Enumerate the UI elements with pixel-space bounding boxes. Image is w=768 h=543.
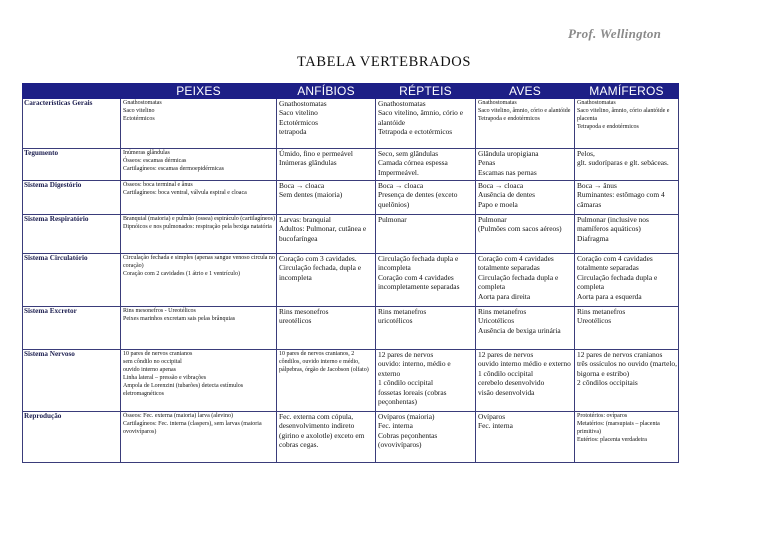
cell-peixes bbox=[121, 215, 277, 254]
table-row bbox=[23, 99, 679, 149]
cell-line: Coração com 4 cavidades totalmente separadas bbox=[577, 254, 653, 273]
cell-line: Cartilagíneos: Fec. interna (claspers), sem larvas (maioria ovovivíparos) bbox=[123, 421, 262, 435]
cell-line: Fec. externa com cópula, desenvolvimento indireto (girino e axolotle) exceto em cobras cegas. bbox=[279, 412, 365, 450]
table-row bbox=[23, 307, 679, 350]
cell-line: três ossículos no ouvido (martelo, bigorna e estribo) bbox=[577, 359, 677, 378]
cell-line: Ósseos: boca terminal e ânus bbox=[123, 182, 193, 188]
cell-anfibios bbox=[277, 149, 376, 181]
cell-mamiferos bbox=[575, 99, 679, 149]
cell-line: Pelos, bbox=[577, 149, 595, 158]
cell-line: Ureotélicos bbox=[577, 316, 612, 326]
cell-line: Prototérios: ovíparos bbox=[577, 413, 628, 419]
cell-line: Aorta para a esquerda bbox=[577, 291, 642, 301]
cell-line: ouvido: interno, médio e externo bbox=[378, 359, 451, 378]
row-header: Sistema Excretor bbox=[23, 307, 121, 350]
cell-repteis bbox=[376, 307, 476, 350]
cell-mamiferos bbox=[575, 215, 679, 254]
cell-line: 12 pares de nervos bbox=[478, 350, 534, 359]
cell-line: Gnathostomatas bbox=[478, 100, 517, 106]
cell-line: Eutérios: placenta verdadeira bbox=[577, 437, 647, 443]
cell-line: Pulmonar (inclusive nos mamíferos aquáticos) bbox=[577, 215, 649, 234]
cell-anfibios bbox=[277, 99, 376, 149]
cell-line: Ósseos: escamas dérmicas bbox=[123, 158, 187, 164]
cell-line: 12 pares de nervos cranianos bbox=[577, 350, 663, 359]
cell-line: sem côndilo no occipital bbox=[123, 359, 182, 365]
cell-line: Uricotélicos bbox=[478, 316, 515, 326]
cell-line: Inúmeras glândulas bbox=[279, 158, 337, 168]
cell-repteis bbox=[376, 350, 476, 412]
cell-anfibios bbox=[277, 254, 376, 307]
cell-line: Circulação fechada dupla e completa bbox=[478, 272, 559, 292]
cell-line: Boca → cloaca bbox=[279, 181, 325, 190]
cell-line: Ampola de Lorenzini (tubarões) detecta estímulos eletromagnéticos bbox=[123, 383, 244, 397]
cell-anfibios bbox=[277, 412, 376, 463]
cell-aves bbox=[476, 181, 575, 215]
cell-repteis bbox=[376, 149, 476, 181]
cell-line: ouvido interno médio e externo bbox=[478, 359, 571, 369]
row-header: Sistema Digestório bbox=[23, 181, 121, 215]
cell-line: Boca → ânus bbox=[577, 181, 617, 190]
cell-line: Coração com 3 cavidades. bbox=[279, 254, 357, 263]
cell-line: uricotélicos bbox=[378, 316, 413, 326]
cell-line: Gnathostomatas bbox=[577, 100, 616, 106]
cell-line: Camada córnea espessa bbox=[378, 158, 448, 168]
cell-line: Metatérios: (marsupiais – placenta primitiva) bbox=[577, 421, 660, 435]
cell-line: Presença de dentes (exceto quelônios) bbox=[378, 190, 458, 209]
cell-line: Rins mesonefros - Ureotélicos bbox=[123, 308, 196, 314]
cell-line: Cartilagíneos: escamas dermoepidérmicas bbox=[123, 166, 224, 172]
row-header: Reprodução bbox=[23, 412, 121, 463]
cell-line: Pulmonar bbox=[478, 215, 507, 224]
cell-line: Adultos: Pulmonar, cutânea e bucofaríngea bbox=[279, 224, 367, 243]
cell-peixes bbox=[121, 149, 277, 181]
cell-line: Circulação fechada, dupla e incompleta bbox=[279, 263, 362, 282]
cell-line: 2 côndilos occipitais bbox=[577, 378, 638, 388]
cell-peixes bbox=[121, 99, 277, 149]
cell-line: Coração com 4 cavidades totalmente separadas bbox=[478, 254, 554, 273]
row-header: Sistema Nervoso bbox=[23, 350, 121, 412]
cell-line: Fec. interna bbox=[478, 421, 513, 431]
cell-line: Linha lateral – pressão e vibrações bbox=[123, 375, 207, 381]
cell-mamiferos bbox=[575, 412, 679, 463]
header-aves: AVES bbox=[476, 84, 575, 99]
cell-line: Impermeável. bbox=[378, 167, 419, 177]
cell-line: 1 côndilo occipital bbox=[478, 368, 534, 378]
cell-peixes bbox=[121, 412, 277, 463]
cell-aves bbox=[476, 215, 575, 254]
cell-line: ouvido interno apenas bbox=[123, 367, 176, 373]
cell-aves bbox=[476, 350, 575, 412]
cell-anfibios bbox=[277, 215, 376, 254]
cell-line: Rins metanefros bbox=[577, 307, 626, 316]
header-mamiferos: MAMÍFEROS bbox=[575, 84, 679, 99]
cell-mamiferos bbox=[575, 254, 679, 307]
header-blank bbox=[23, 84, 121, 99]
cell-line: Cartilagíneos: boca ventral, válvula espiral e cloaca bbox=[123, 190, 247, 196]
cell-mamiferos bbox=[575, 149, 679, 181]
header-peixes: PEIXES bbox=[121, 84, 277, 99]
cell-line: Ausência de dentes bbox=[478, 190, 536, 200]
cell-line: Tetrapoda e endotérmicos bbox=[478, 116, 540, 122]
table-row bbox=[23, 181, 679, 215]
cell-line: 1 côndilo occipital bbox=[378, 378, 434, 388]
row-header: Sistema Respiratório bbox=[23, 215, 121, 254]
cell-peixes bbox=[121, 181, 277, 215]
cell-line: glt. sudoríparas e glt. sebáceas. bbox=[577, 158, 669, 168]
cell-mamiferos bbox=[575, 181, 679, 215]
header-anfibios: ANFÍBIOS bbox=[277, 84, 376, 99]
cell-line: Escamas nas pernas bbox=[478, 167, 537, 177]
cell-line: Ruminantes: estômago com 4 câmaras bbox=[577, 190, 665, 209]
cell-aves bbox=[476, 307, 575, 350]
table-row bbox=[23, 350, 679, 412]
cell-repteis bbox=[376, 99, 476, 149]
cell-line: Pulmonar bbox=[378, 215, 407, 224]
cell-line: Glândula uropigiana bbox=[478, 149, 539, 158]
cell-anfibios bbox=[277, 181, 376, 215]
cell-line: Dipnóicos e nos pulmonados: respiração pela bexiga natatória bbox=[123, 224, 272, 230]
cell-line: Gnathostomatas bbox=[279, 99, 327, 108]
cell-line: visão desenvolvida bbox=[478, 387, 535, 397]
cell-line: Tetrapoda e endotérmicos bbox=[577, 124, 639, 130]
cell-line: 12 pares de nervos bbox=[378, 350, 434, 359]
cell-aves bbox=[476, 149, 575, 181]
cell-line: Larvas: branquial bbox=[279, 215, 331, 224]
cell-line: Seco, sem glândulas bbox=[378, 149, 439, 158]
cell-line: (Pulmões com sacos aéreos) bbox=[478, 224, 562, 234]
cell-line: Ectotérmicos bbox=[279, 117, 318, 127]
cell-line: Sem dentes (maioria) bbox=[279, 190, 343, 200]
cell-line: Cobras peçonhentas (ovovivíparos) bbox=[378, 430, 438, 450]
cell-line: Circulação fechada e simples (apenas sangue venoso circula no coração) bbox=[123, 255, 275, 269]
header-row bbox=[23, 84, 679, 99]
cell-repteis bbox=[376, 412, 476, 463]
row-header: Características Gerais bbox=[23, 99, 121, 149]
cell-line: Saco vitelino, âmnio, cório e alantóide bbox=[478, 108, 571, 114]
cell-line: Úmido, fino e permeável bbox=[279, 149, 353, 158]
cell-line: Ósseos: Fec. externa (maioria) larva (alevino) bbox=[123, 413, 233, 419]
cell-line: Rins metanefros bbox=[378, 307, 427, 316]
cell-aves bbox=[476, 254, 575, 307]
table-row bbox=[23, 412, 679, 463]
cell-peixes bbox=[121, 307, 277, 350]
cell-aves bbox=[476, 99, 575, 149]
table-row bbox=[23, 254, 679, 307]
cell-line: Gnathostomatas bbox=[123, 100, 162, 106]
cell-line: Boca → cloaca bbox=[378, 181, 424, 190]
cell-line: Ovíparos bbox=[478, 412, 506, 421]
cell-line: Diafragma bbox=[577, 233, 609, 243]
cell-repteis bbox=[376, 254, 476, 307]
cell-mamiferos bbox=[575, 307, 679, 350]
cell-line: Ectotérmicos bbox=[123, 116, 155, 122]
author-watermark: Prof. Wellington bbox=[568, 26, 662, 41]
row-header: Tegumento bbox=[23, 149, 121, 181]
cell-line: Saco vitelino, âmnio, cório alantóide e placenta bbox=[577, 108, 670, 122]
table-row bbox=[23, 149, 679, 181]
page-title: TABELA VERTEBRADOS bbox=[296, 54, 472, 70]
table-row bbox=[23, 215, 679, 254]
cell-line: Penas bbox=[478, 158, 496, 168]
cell-aves bbox=[476, 412, 575, 463]
cell-peixes bbox=[121, 254, 277, 307]
cell-line: Peixes marinhos excretam sais pelas brânquias bbox=[123, 316, 236, 322]
cell-line: Saco vitelino, âmnio, cório e alantóide bbox=[378, 108, 463, 127]
cell-line: tetrapoda bbox=[279, 127, 307, 137]
cell-line: fossetas loreais (cobras peçonhentas) bbox=[378, 387, 447, 407]
cell-anfibios bbox=[277, 307, 376, 350]
cell-line: ureotélicos bbox=[279, 316, 312, 326]
cell-line: Coração com 4 cavidades incompletamente separadas bbox=[378, 272, 460, 292]
cell-line: Ovíparos (maioria) bbox=[378, 412, 435, 421]
vertebrates-table bbox=[22, 83, 679, 463]
cell-line: Aorta para direita bbox=[478, 291, 531, 301]
cell-peixes bbox=[121, 350, 277, 412]
cell-line: Saco vitelino bbox=[279, 108, 318, 118]
cell-line: 10 pares de nervos cranianos bbox=[123, 351, 193, 357]
cell-mamiferos bbox=[575, 350, 679, 412]
header-repteis: RÉPTEIS bbox=[376, 84, 476, 99]
cell-line: Branquial (maioria) e pulmão (ossea) espiráculo (cartilagíneos) bbox=[123, 216, 275, 222]
cell-line: Ausência de bexiga urinária bbox=[478, 325, 561, 335]
cell-line: Circulação fechada dupla e incompleta bbox=[378, 254, 459, 273]
cell-line: Saco vitelino bbox=[123, 108, 155, 114]
cell-line: Inúmeras glândulas bbox=[123, 150, 170, 156]
cell-line: Circulação fechada dupla e completa bbox=[577, 272, 658, 292]
cell-line: Papo e moela bbox=[478, 199, 518, 209]
cell-line: Tetrapoda e ectotérmicos bbox=[378, 127, 453, 137]
cell-line: 10 pares de nervos cranianos, 2 côndilos, ouvido interno e médio, pálpebras, órgão de Jacobson (olfato) bbox=[279, 351, 369, 373]
cell-repteis bbox=[376, 215, 476, 254]
cell-line: cerebelo desenvolvido bbox=[478, 378, 545, 388]
cell-line: Rins mesonefros bbox=[279, 307, 329, 316]
cell-repteis bbox=[376, 181, 476, 215]
cell-line: Coração com 2 cavidades (1 átrio e 1 ventrículo) bbox=[123, 271, 240, 277]
cell-anfibios bbox=[277, 350, 376, 412]
cell-line: Boca → cloaca bbox=[478, 181, 524, 190]
row-header: Sistema Circulatório bbox=[23, 254, 121, 307]
cell-line: Gnathostomatas bbox=[378, 99, 426, 108]
cell-line: Rins metanefros bbox=[478, 307, 527, 316]
cell-line: Fec. interna bbox=[378, 421, 413, 431]
